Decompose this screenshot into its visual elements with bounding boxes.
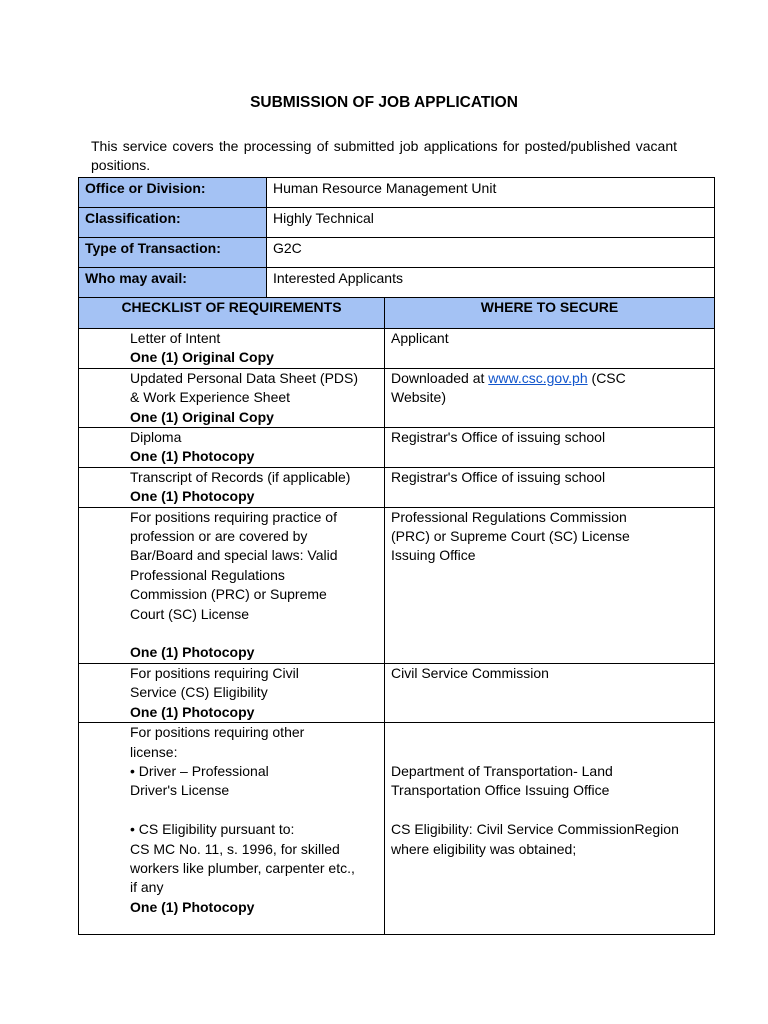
source-cell (385, 467, 715, 507)
requirement-text: • Driver – Professional (130, 762, 269, 779)
table-row (79, 663, 715, 722)
spacer (130, 801, 382, 820)
info-value: Human Resource Management Unit (267, 178, 715, 208)
copy-type: One (1) Original Copy (130, 349, 274, 366)
checklist-header-row (79, 298, 715, 329)
table-row (79, 467, 715, 507)
source-cell (385, 663, 715, 722)
source-text: Professional Regulations Commission (391, 508, 627, 525)
requirement-text: For positions requiring Civil (130, 664, 299, 681)
source-cell (385, 368, 715, 427)
table-row (79, 368, 715, 427)
info-row (79, 268, 715, 298)
requirement-text: profession or are covered by (130, 528, 308, 545)
spacer (391, 801, 710, 820)
spacer (391, 723, 710, 742)
requirement-text: Service (CS) Eligibility (130, 684, 268, 701)
requirement-text: Letter of Intent (130, 330, 221, 346)
requirement-text: if any (130, 879, 164, 896)
info-label: Type of Transaction: (79, 238, 267, 268)
where-to-secure-header: WHERE TO SECURE (385, 298, 715, 329)
source-text: Applicant (391, 330, 449, 346)
info-value: Interested Applicants (267, 268, 715, 298)
source-text: Issuing Office (391, 547, 476, 564)
info-label: Classification: (79, 208, 267, 238)
copy-type: One (1) Original Copy (130, 408, 274, 425)
requirement-cell (79, 329, 385, 369)
source-text: CS Eligibility: Civil Service CommissionRegion (391, 821, 679, 838)
requirement-text: Bar/Board and special laws: Valid (130, 547, 338, 564)
table-row (79, 329, 715, 369)
table-row (79, 507, 715, 663)
intro-paragraph: This service covers the processing of submitted job applications for posted/published vacant positions. (91, 138, 677, 173)
info-label: Who may avail: (79, 268, 267, 298)
source-text-suffix: (CSC (587, 369, 626, 386)
source-text: Registrar's Office of issuing school (391, 429, 606, 446)
spacer (130, 624, 382, 643)
copy-type: One (1) Photocopy (130, 488, 255, 505)
requirement-cell (79, 507, 385, 663)
requirement-text: Commission (PRC) or Supreme (130, 586, 327, 603)
requirement-cell (79, 467, 385, 507)
page-title: SUBMISSION OF JOB APPLICATION (250, 94, 518, 111)
copy-type: One (1) Photocopy (130, 644, 255, 661)
table-row (79, 723, 715, 935)
source-cell (385, 507, 715, 663)
source-cell (385, 329, 715, 369)
table-row (79, 428, 715, 468)
info-label: Office or Division: (79, 178, 267, 208)
spacer (391, 743, 710, 762)
requirement-cell (79, 428, 385, 468)
source-text: Transportation Office Issuing Office (391, 782, 610, 799)
source-text: Department of Transportation- Land (391, 762, 613, 779)
requirement-text: workers like plumber, carpenter etc., (130, 859, 355, 876)
requirement-text: license: (130, 743, 178, 760)
requirement-cell (79, 663, 385, 722)
info-value: Highly Technical (267, 208, 715, 238)
requirement-text: Court (SC) License (130, 605, 250, 622)
copy-type: One (1) Photocopy (130, 898, 255, 915)
requirement-text: Diploma (130, 429, 182, 446)
copy-type: One (1) Photocopy (130, 703, 255, 720)
source-text: where eligibility was obtained; (391, 840, 577, 857)
source-text-prefix: Downloaded at (391, 369, 489, 386)
requirement-cell (79, 368, 385, 427)
source-cell (385, 428, 715, 468)
requirement-text: For positions requiring practice of (130, 508, 337, 525)
requirement-text: Driver's License (130, 782, 230, 799)
info-row (79, 178, 715, 208)
requirement-text: Professional Regulations (130, 566, 285, 583)
requirement-text: Updated Personal Data Sheet (PDS) (130, 369, 359, 386)
copy-type: One (1) Photocopy (130, 448, 255, 465)
citizen-charter-table (78, 177, 715, 935)
source-text: Registrar's Office of issuing school (391, 468, 606, 485)
source-text: (PRC) or Supreme Court (SC) License (391, 528, 630, 545)
info-row (79, 238, 715, 268)
requirement-cell (79, 723, 385, 935)
requirement-text: For positions requiring other (130, 724, 305, 741)
checklist-header: CHECKLIST OF REQUIREMENTS (79, 298, 385, 329)
csc-website-link[interactable]: www.csc.gov.ph (488, 369, 588, 386)
source-text: Civil Service Commission (391, 664, 549, 681)
source-cell (385, 723, 715, 935)
source-text (391, 369, 710, 388)
requirement-text: & Work Experience Sheet (130, 389, 291, 406)
source-text: Website) (391, 389, 446, 406)
requirement-text: CS MC No. 11, s. 1996, for skilled (130, 840, 340, 857)
info-value: G2C (267, 238, 715, 268)
requirement-text: • CS Eligibility pursuant to: (130, 821, 295, 838)
info-row (79, 208, 715, 238)
requirement-text: Transcript of Records (if applicable) (130, 468, 351, 485)
